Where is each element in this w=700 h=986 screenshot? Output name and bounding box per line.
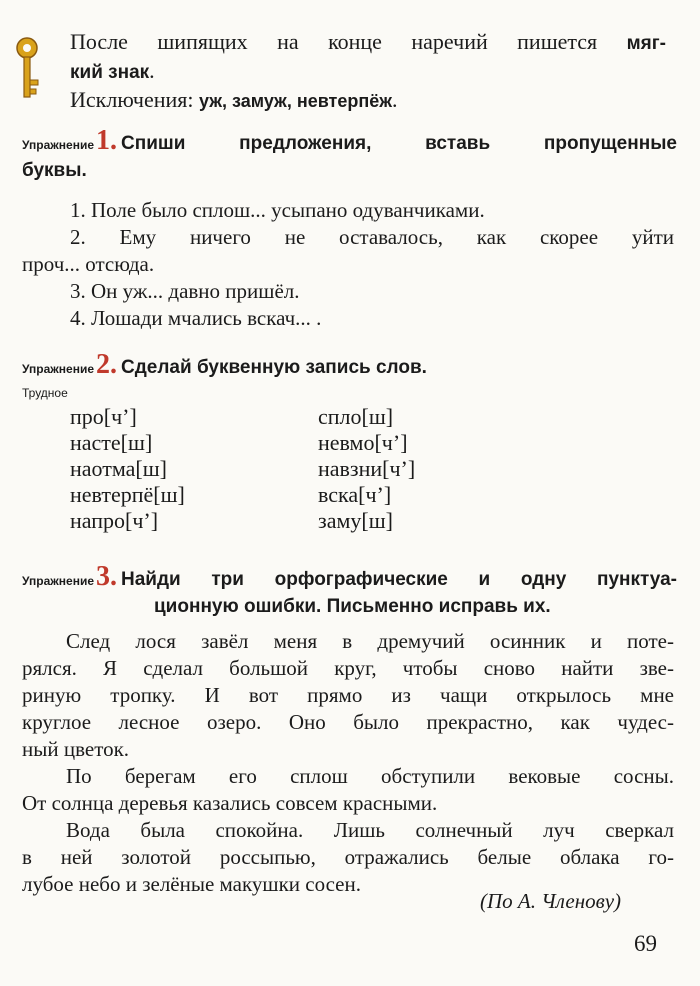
- rule-end-2: .: [149, 58, 155, 83]
- text-line: риную тропку. И вот прямо из чащи открылось мне: [22, 683, 674, 707]
- exercise-3-text: [22, 628, 674, 898]
- word-item: напро[ч’]: [70, 508, 159, 533]
- exercise-3-header: [22, 561, 677, 620]
- exercise-1-task-line-2: буквы.: [22, 160, 87, 181]
- exercise-1-text: [22, 197, 674, 332]
- text-line: в ней золотой россыпью, отражались белые облака го-: [22, 845, 674, 869]
- exercise-3-task-line-2: ционную ошибки. Письменно исправь их.: [154, 596, 551, 617]
- difficulty-tag: Трудное: [22, 386, 68, 400]
- text-line: ный цветок.: [22, 737, 130, 761]
- exercise-2-header: [22, 349, 677, 382]
- exercise-3-task-line-1: [22, 561, 677, 594]
- rule-block: [70, 28, 670, 115]
- word-item: навзни[ч’]: [318, 456, 416, 481]
- word-item: невтерпё[ш]: [70, 482, 185, 507]
- exercise-number: 2.: [96, 349, 117, 380]
- text-line: рялся. Я сделал большой круг, чтобы сново найти зве-: [22, 656, 674, 680]
- sentence-1: 1. Поле было сплош... усыпано одуванчиками.: [70, 198, 485, 222]
- exceptions-end: .: [392, 87, 398, 112]
- sentence-2: 2. Ему ничего не оставалось, как скорее уйти: [70, 225, 674, 249]
- text-line: круглое лесное озеро. Оно было прекрастно, как чудес-: [22, 710, 674, 734]
- exercise-number: 3.: [96, 561, 117, 592]
- sentence-2-cont: проч... отсюда.: [22, 252, 155, 276]
- rule-line-3: [70, 86, 670, 115]
- words-left-column: [70, 404, 185, 534]
- rule-line-2: [70, 57, 670, 86]
- rule-bold-1: мяг-: [626, 33, 666, 54]
- sentence-3: 3. Он уж... давно пришёл.: [70, 279, 300, 303]
- word-item: заму[ш]: [318, 508, 393, 533]
- exercise-2-task-text: Сделай буквенную запись слов.: [121, 357, 427, 378]
- exceptions-label: Исключения:: [70, 87, 200, 112]
- word-item: насте[ш]: [70, 430, 153, 455]
- exercise-label: Упражнение: [22, 362, 94, 376]
- rule-text-1: После шипящих на конце наречий пишется: [70, 29, 627, 54]
- text-line: лубое небо и зелёные макушки сосен.: [22, 872, 361, 896]
- text-line: От солнца деревья казались совсем красными.: [22, 791, 438, 815]
- exercise-2-task-line: [22, 349, 677, 382]
- exercise-label: Упражнение: [22, 574, 94, 588]
- text-line: По берегам его сплош обступили вековые сосны.: [66, 764, 674, 788]
- words-right-column: [318, 404, 415, 534]
- word-item: вска[ч’]: [318, 482, 392, 507]
- exercise-label: Упражнение: [22, 138, 94, 152]
- exercise-3-task-text-1: Найди три орфографические и одну пунктуа-: [121, 569, 677, 590]
- key-icon: [12, 36, 42, 102]
- rule-bold-2: кий знак: [70, 62, 150, 83]
- page-number: 69: [634, 931, 657, 956]
- author-attribution: (По А. Членову): [480, 889, 622, 913]
- text-line: Вода была спокойна. Лишь солнечный луч сверкал: [66, 818, 674, 842]
- text-line: След лося завёл меня в дремучий осинник и поте-: [66, 629, 674, 653]
- word-item: наотма[ш]: [70, 456, 167, 481]
- word-item: спло[ш]: [318, 404, 394, 429]
- exercise-1-task-line-1: [22, 125, 677, 158]
- exercise-number: 1.: [96, 125, 117, 156]
- exercise-1-header: [22, 125, 677, 184]
- word-item: невмо[ч’]: [318, 430, 408, 455]
- exceptions-words: уж, замуж, невтерпёж: [199, 91, 392, 111]
- exercise-1-task-text-1: Спиши предложения, вставь пропущенные: [121, 133, 677, 154]
- sentence-4: 4. Лошади мчались вскач... .: [70, 306, 322, 330]
- word-item: про[ч’]: [70, 404, 137, 429]
- rule-line-1: [70, 28, 666, 57]
